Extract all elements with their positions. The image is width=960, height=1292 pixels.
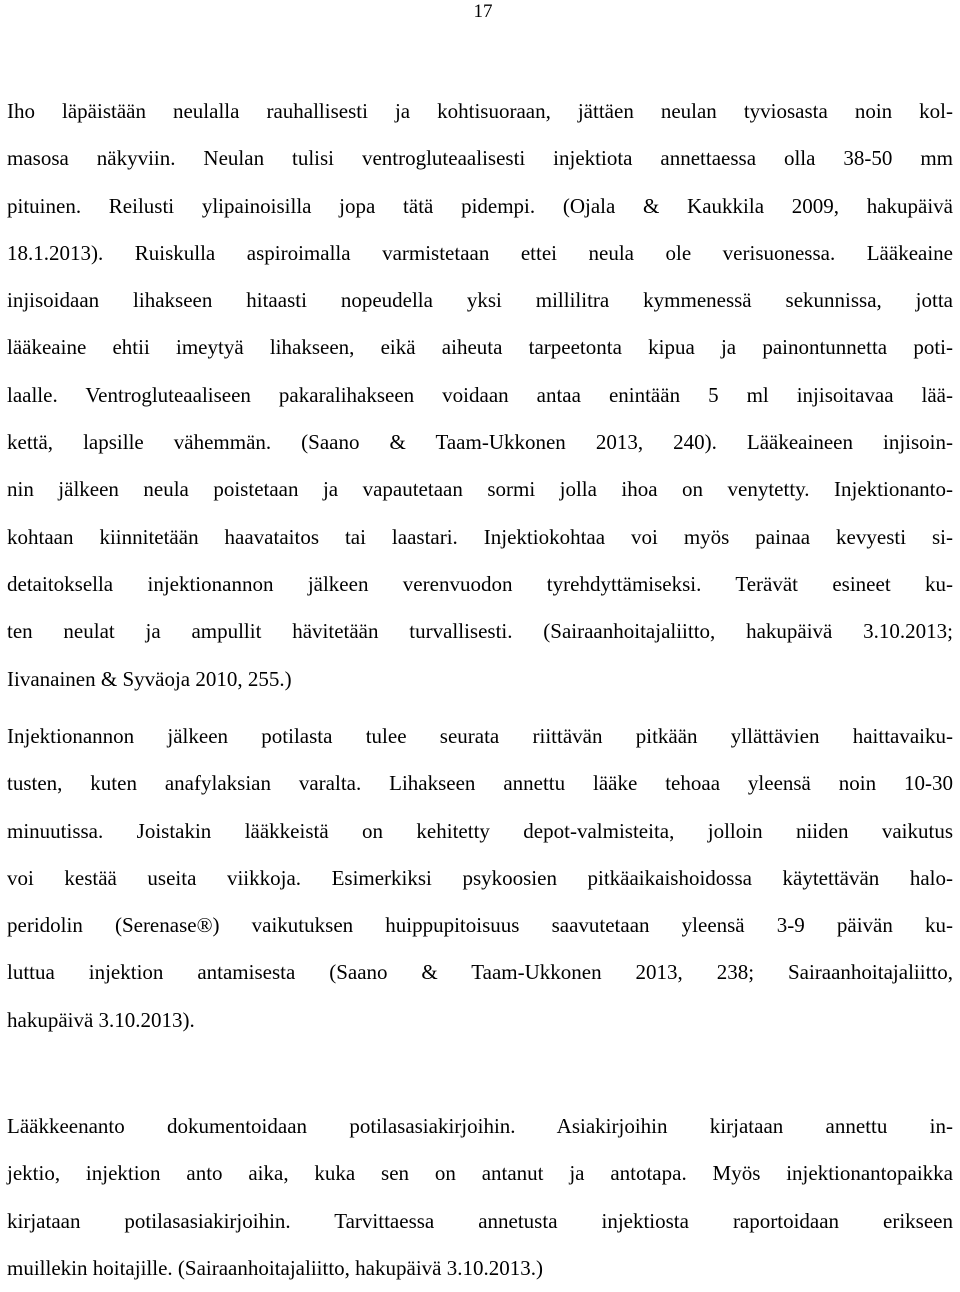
text-line: laalle. Ventrogluteaaliseen pakaralihakseen voidaan antaa enintään 5 ml injisoitavaa lää- [7, 382, 953, 407]
text-line: ten neulat ja ampullit hävitetään turvallisesti. (Sairaanhoitajaliitto, hakupäivä 3.10.2013; [7, 619, 953, 644]
text-line: voi kestää useita viikkoja. Esimerkiksi psykoosien pitkäaikaishoidossa käytettävän halo- [7, 865, 953, 890]
text-line: lääkeaine ehtii imeytyä lihakseen, eikä aiheuta tarpeetonta kipua ja painontunnetta poti- [7, 335, 953, 360]
text-line: Injektionannon jälkeen potilasta tulee seurata riittävän pitkään yllättävien haittavaiku- [7, 724, 953, 748]
paragraph-3 [7, 1103, 953, 1292]
text-line: masosa näkyviin. Neulan tulisi ventrogluteaalisesti injektiota annettaessa olla 38-50 mm [7, 146, 953, 171]
text-line: muillekin hoitajille. (Sairaanhoitajaliitto, hakupäivä 3.10.2013.) [7, 1255, 543, 1280]
text-line: pituinen. Reilusti ylipainoisilla jopa tätä pidempi. (Ojala & Kaukkila 2009, hakupäivä [7, 193, 953, 218]
text-line: detaitoksella injektionannon jälkeen verenvuodon tyrehdyttämiseksi. Terävät esineet ku- [7, 571, 953, 596]
text-line: Iho läpäistään neulalla rauhallisesti ja kohtisuoraan, jättäen neulan tyviosasta noin kol- [7, 99, 953, 123]
text-line: tusten, kuten anafylaksian varalta. Lihakseen annettu lääke tehoaa yleensä noin 10-30 [7, 771, 953, 796]
text-line: peridolin (Serenase®) vaikutuksen huippupitoisuus saavutetaan yleensä 3-9 päivän ku- [7, 913, 953, 938]
text-line: Iivanainen & Syväoja 2010, 255.) [7, 666, 292, 691]
text-line: 18.1.2013). Ruiskulla aspiroimalla varmistetaan ettei neula ole verisuonessa. Lääkeaine [7, 240, 953, 265]
text-line: kohtaan kiinnitetään haavataitos tai laastari. Injektiokohtaa voi myös painaa kevyesti si- [7, 524, 953, 549]
paragraph-1 [7, 88, 953, 703]
text-line: kettä, lapsille vähemmän. (Saano & Taam-Ukkonen 2013, 240). Lääkeaineen injisoin- [7, 430, 953, 455]
text-line: nin jälkeen neula poistetaan ja vapautetaan sormi jolla ihoa on venytetty. Injektionanto- [7, 477, 953, 502]
paragraph-2 [7, 713, 953, 1044]
text-line: luttua injektion antamisesta (Saano & Taam-Ukkonen 2013, 238; Sairaanhoitajaliitto, [7, 960, 953, 985]
page-number: 17 [473, 1, 493, 22]
text-line: Lääkkeenanto dokumentoidaan potilasasiakirjoihin. Asiakirjoihin kirjataan annettu in- [7, 1114, 953, 1138]
text-line: minuutissa. Joistakin lääkkeistä on kehitetty depot-valmisteita, jolloin niiden vaikutus [7, 818, 953, 843]
text-line: injisoidaan lihakseen hitaasti nopeudella yksi millilitra kymmenessä sekunnissa, jotta [7, 288, 953, 313]
text-line: jektio, injektion anto aika, kuka sen on antanut ja antotapa. Myös injektionantopaikka [7, 1161, 953, 1186]
text-line: kirjataan potilasasiakirjoihin. Tarvittaessa annetusta injektiosta raportoidaan erikseen [7, 1208, 953, 1233]
text-line: hakupäivä 3.10.2013). [7, 1007, 195, 1032]
